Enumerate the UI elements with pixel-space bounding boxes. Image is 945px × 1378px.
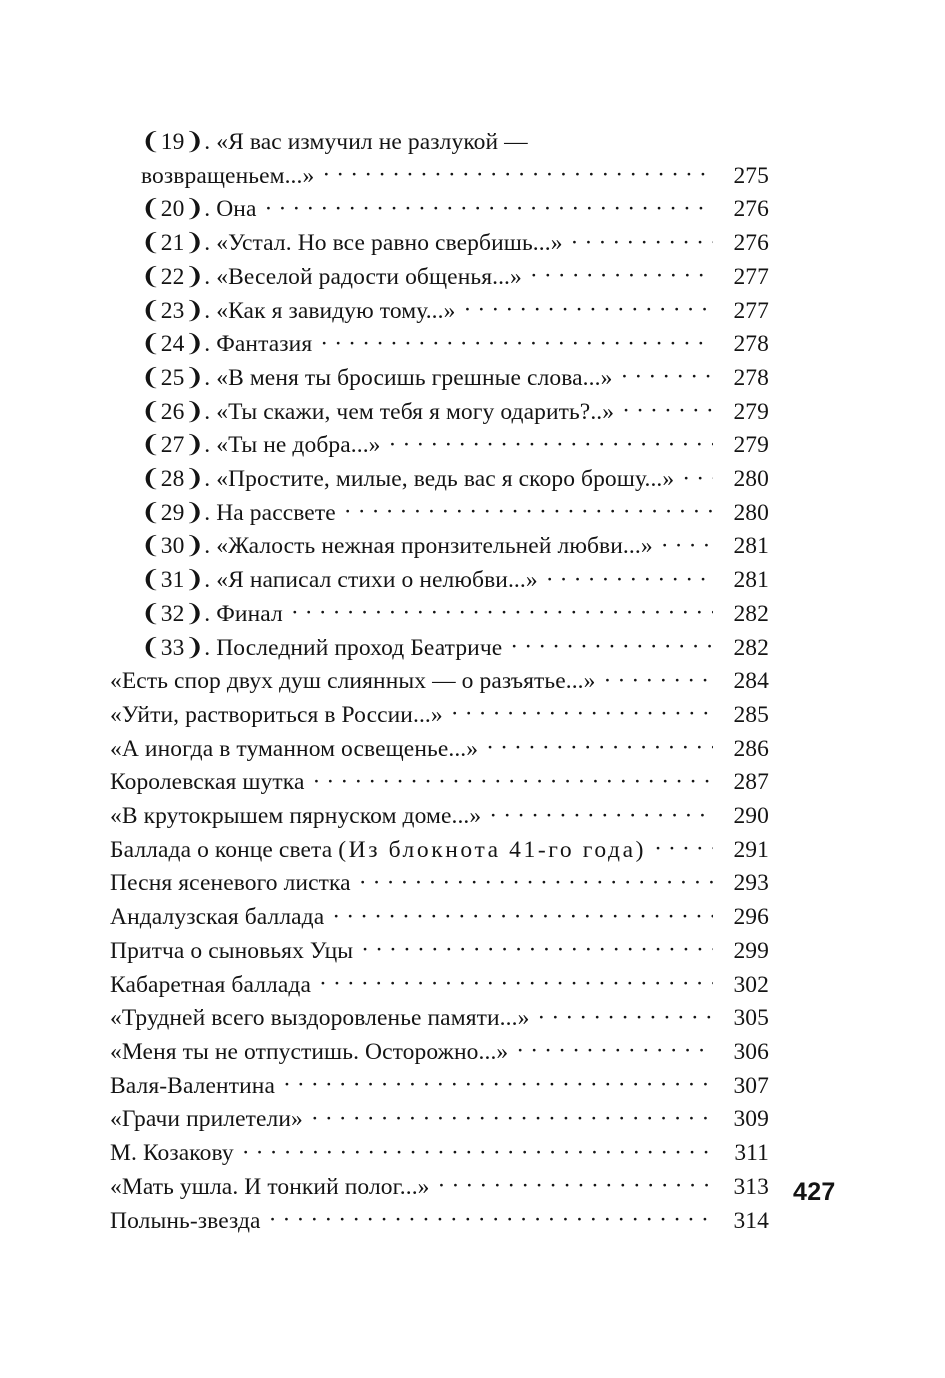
toc-entry-title bbox=[110, 699, 452, 732]
toc-entry-title-main: Притча о сыновьях Уцы bbox=[110, 937, 354, 964]
dot-leader bbox=[345, 495, 713, 518]
toc-entry-title-main: Кабаретная баллада bbox=[110, 971, 311, 998]
toc-entry[interactable] bbox=[110, 665, 769, 699]
toc-entry-page-number: 277 bbox=[733, 297, 769, 324]
toc-entry-page-number: 275 bbox=[733, 162, 769, 189]
toc-entry-page-number: 305 bbox=[733, 1005, 769, 1032]
dot-leader bbox=[490, 798, 713, 822]
toc-entry-title-main: «Уйти, раствориться в России...» bbox=[110, 701, 443, 728]
dot-leader bbox=[313, 764, 713, 788]
dot-leader bbox=[360, 865, 713, 889]
toc-entry-title bbox=[141, 564, 547, 597]
dot-leader bbox=[531, 259, 713, 283]
toc-entry-page-number: 281 bbox=[733, 567, 769, 594]
toc-entry-title bbox=[110, 935, 362, 968]
toc-entry[interactable] bbox=[110, 732, 769, 766]
dot-leader bbox=[243, 1135, 713, 1159]
toc-entry-title bbox=[141, 497, 345, 530]
toc-entry[interactable] bbox=[110, 260, 769, 294]
toc-entry[interactable] bbox=[110, 901, 769, 935]
toc-entry-page-number: 285 bbox=[733, 701, 769, 728]
toc-entry-page-number: 313 bbox=[733, 1173, 769, 1200]
toc-entry-page-number: 299 bbox=[733, 937, 769, 964]
toc-entry-title-main: «Есть спор двух душ слиянных — о разъятье...» bbox=[110, 668, 596, 695]
toc-entry-title bbox=[141, 530, 662, 563]
toc-entry[interactable] bbox=[110, 1002, 769, 1036]
toc-entry-title-main: ❨22❩. «Веселой радости общенья...» bbox=[141, 263, 522, 290]
toc-entry[interactable] bbox=[110, 429, 769, 463]
toc-entry[interactable] bbox=[110, 1103, 769, 1137]
toc-entry-title bbox=[110, 1070, 284, 1103]
toc-entry[interactable] bbox=[110, 968, 769, 1002]
toc-entry[interactable] bbox=[110, 631, 769, 665]
toc-entry-title-main: Полынь-звезда bbox=[110, 1207, 261, 1234]
toc-entry-title-main: Валя-Валентина bbox=[110, 1072, 275, 1099]
toc-entry-title-main: ❨29❩. На рассвете bbox=[141, 499, 336, 526]
toc-entry-page-number: 314 bbox=[733, 1207, 769, 1234]
toc-entry[interactable] bbox=[110, 361, 769, 395]
toc-entry[interactable] bbox=[110, 1170, 769, 1204]
toc-entry[interactable] bbox=[110, 294, 769, 328]
dot-leader bbox=[452, 697, 713, 721]
toc-entry[interactable] bbox=[110, 126, 769, 193]
toc-entry[interactable] bbox=[110, 597, 769, 631]
toc-entry[interactable] bbox=[110, 1204, 769, 1238]
dot-leader bbox=[320, 966, 713, 990]
toc-entry-page-number: 278 bbox=[733, 364, 769, 391]
toc-entry-title: возвращеньем...» bbox=[141, 162, 315, 189]
toc-entry-page-number: 281 bbox=[733, 533, 769, 560]
toc-entry-page-number: 282 bbox=[733, 600, 769, 627]
toc-entry-title-main: ❨25❩. «В меня ты бросишь грешные слова...» bbox=[141, 364, 613, 391]
toc-entry-title bbox=[110, 969, 320, 1002]
dot-leader bbox=[487, 731, 713, 755]
dot-leader bbox=[605, 663, 713, 687]
toc-entry-title-main: Королевская шутка bbox=[110, 769, 305, 796]
toc-entry-title bbox=[141, 463, 683, 496]
toc-entry-page-number: 278 bbox=[733, 331, 769, 358]
toc-entry-title-main: ❨21❩. «Устал. Но все равно свербишь...» bbox=[141, 230, 563, 257]
toc-entry-page-number: 296 bbox=[733, 904, 769, 931]
toc-entry-title bbox=[141, 227, 572, 260]
toc-entry-title-main: ❨27❩. «Ты не добра...» bbox=[141, 432, 381, 459]
toc-entry[interactable] bbox=[110, 463, 769, 497]
toc-entry-page-number: 287 bbox=[733, 769, 769, 796]
toc-entry[interactable] bbox=[110, 227, 769, 261]
toc-entry[interactable] bbox=[110, 328, 769, 362]
toc-entry-title bbox=[110, 800, 490, 833]
toc-entry-title bbox=[110, 665, 605, 698]
dot-leader bbox=[621, 360, 713, 384]
toc-entry-title bbox=[141, 632, 511, 665]
toc-entry-title bbox=[141, 362, 621, 395]
toc-entry-title bbox=[141, 261, 531, 294]
toc-entry-title bbox=[110, 867, 360, 900]
dot-leader bbox=[323, 158, 713, 182]
toc-entry-title-main: ❨33❩. Последний проход Беатриче bbox=[141, 634, 503, 661]
toc-entry[interactable] bbox=[110, 867, 769, 901]
toc-entry-title-main: «Меня ты не отпустишь. Осторожно...» bbox=[110, 1038, 509, 1065]
toc-entry[interactable] bbox=[110, 698, 769, 732]
toc-entry-page-number: 286 bbox=[733, 735, 769, 762]
toc-entry-page-number: 279 bbox=[733, 398, 769, 425]
toc-entry-page-number: 284 bbox=[733, 668, 769, 695]
dot-leader bbox=[270, 1202, 713, 1226]
toc-entry-page-number: 309 bbox=[733, 1106, 769, 1133]
toc-entry-title bbox=[141, 598, 292, 631]
toc-entry-page-number: 280 bbox=[733, 499, 769, 526]
toc-entry-title bbox=[110, 1002, 538, 1035]
toc-entry[interactable] bbox=[110, 800, 769, 834]
toc-entry-title bbox=[110, 733, 487, 766]
toc-entry-page-number: 306 bbox=[733, 1038, 769, 1065]
toc-entry-title bbox=[110, 766, 313, 799]
toc-entry-page-number: 311 bbox=[734, 1140, 769, 1167]
toc-entry-title bbox=[141, 328, 321, 361]
toc-entry-page-number: 277 bbox=[733, 263, 769, 290]
toc-entry-title-main: Андалузская баллада bbox=[110, 904, 325, 931]
toc-entry-title-line-2 bbox=[141, 159, 769, 193]
toc-entry-title bbox=[141, 429, 390, 462]
dot-leader bbox=[284, 1068, 713, 1092]
toc-entry-title-main: ❨24❩. Фантазия bbox=[141, 331, 313, 358]
toc-entry[interactable] bbox=[110, 833, 769, 867]
toc-entry-page-number: 291 bbox=[733, 836, 769, 863]
dot-leader bbox=[292, 596, 713, 620]
dot-leader bbox=[683, 461, 713, 485]
toc-entry-page-number: 282 bbox=[733, 634, 769, 661]
toc-entry[interactable] bbox=[110, 496, 769, 530]
dot-leader bbox=[390, 427, 713, 451]
dot-leader bbox=[623, 393, 713, 417]
toc-entry[interactable] bbox=[110, 1035, 769, 1069]
dot-leader bbox=[333, 899, 713, 923]
toc-entry-title bbox=[141, 295, 464, 328]
dot-leader bbox=[312, 1101, 713, 1125]
toc-entry-title-main: ❨31❩. «Я написал стихи о нелюбви...» bbox=[141, 567, 538, 594]
toc-entry-title-main: М. Козакову bbox=[110, 1140, 234, 1167]
toc-entry-title bbox=[110, 1171, 439, 1204]
toc-entry[interactable] bbox=[110, 1069, 769, 1103]
toc-entry-title-line-1: ❨19❩. «Я вас измучил не разлукой — bbox=[141, 129, 528, 155]
toc-entry-title bbox=[110, 1103, 312, 1136]
dot-leader bbox=[439, 1169, 713, 1193]
toc-entry-title-main: ❨32❩. Финал bbox=[141, 600, 283, 627]
toc-entry[interactable] bbox=[110, 1137, 769, 1171]
toc-entry-title-main: «А иногда в туманном освещенье...» bbox=[110, 735, 479, 762]
dot-leader bbox=[321, 326, 713, 350]
toc-entry-title-main: «В крутокрышем пярнуском доме...» bbox=[110, 803, 482, 830]
toc-entry-title bbox=[141, 396, 623, 429]
toc-entry-title bbox=[110, 901, 333, 934]
toc-entry-title bbox=[141, 193, 266, 226]
dot-leader bbox=[538, 1000, 713, 1024]
dot-leader bbox=[266, 191, 713, 215]
toc-entry-title-main: ❨23❩. «Как я завидую тому...» bbox=[141, 297, 456, 324]
page-number-folio: 427 bbox=[793, 1178, 836, 1206]
toc-entry-title-main: Песня ясеневого листка bbox=[110, 870, 351, 897]
toc-entry-title-main: «Трудней всего выздоровленье памяти...» bbox=[110, 1005, 530, 1032]
toc-entry-page-number: 290 bbox=[733, 803, 769, 830]
dot-leader bbox=[511, 629, 713, 653]
dot-leader bbox=[464, 292, 713, 316]
toc-entry-title-main: Баллада о конце света bbox=[110, 836, 339, 863]
toc-entry-page-number: 276 bbox=[733, 196, 769, 223]
toc-entry-title-main: «Грачи прилетели» bbox=[110, 1106, 303, 1133]
table-of-contents bbox=[110, 126, 769, 1238]
dot-leader bbox=[655, 832, 713, 856]
toc-entry-page-number: 307 bbox=[733, 1072, 769, 1099]
toc-entry-title-main: ❨20❩. Она bbox=[141, 196, 257, 223]
toc-entry-page-number: 293 bbox=[733, 870, 769, 897]
toc-entry-page-number: 276 bbox=[733, 230, 769, 257]
toc-entry[interactable] bbox=[110, 530, 769, 564]
dot-leader bbox=[662, 528, 713, 552]
toc-entry-title-main: «Мать ушла. И тонкий полог...» bbox=[110, 1173, 430, 1200]
toc-entry-title-subtitle: (Из блокнота 41-го года) bbox=[338, 836, 647, 863]
toc-entry[interactable] bbox=[110, 934, 769, 968]
toc-entry-page-number: 280 bbox=[733, 466, 769, 493]
toc-entry-title bbox=[110, 1205, 270, 1238]
toc-entry[interactable] bbox=[110, 564, 769, 598]
toc-entry-title-main: ❨30❩. «Жалость нежная пронзительней любви...» bbox=[141, 533, 653, 560]
dot-leader bbox=[547, 562, 713, 586]
dot-leader bbox=[362, 933, 713, 957]
toc-entry-title bbox=[110, 1036, 517, 1069]
toc-entry-title bbox=[110, 1137, 243, 1170]
toc-entry-title-main: ❨28❩. «Простите, милые, ведь вас я скоро брошу...» bbox=[141, 466, 675, 493]
toc-entry-title-main: ❨26❩. «Ты скажи, чем тебя я могу одарить?..» bbox=[141, 398, 615, 425]
toc-entry-page-number: 279 bbox=[733, 432, 769, 459]
dot-leader bbox=[572, 225, 713, 249]
toc-entry[interactable] bbox=[110, 193, 769, 227]
toc-entry[interactable] bbox=[110, 395, 769, 429]
toc-entry-title bbox=[110, 834, 655, 867]
toc-entry[interactable] bbox=[110, 766, 769, 800]
toc-entry-page-number: 302 bbox=[733, 971, 769, 998]
dot-leader bbox=[517, 1034, 713, 1058]
